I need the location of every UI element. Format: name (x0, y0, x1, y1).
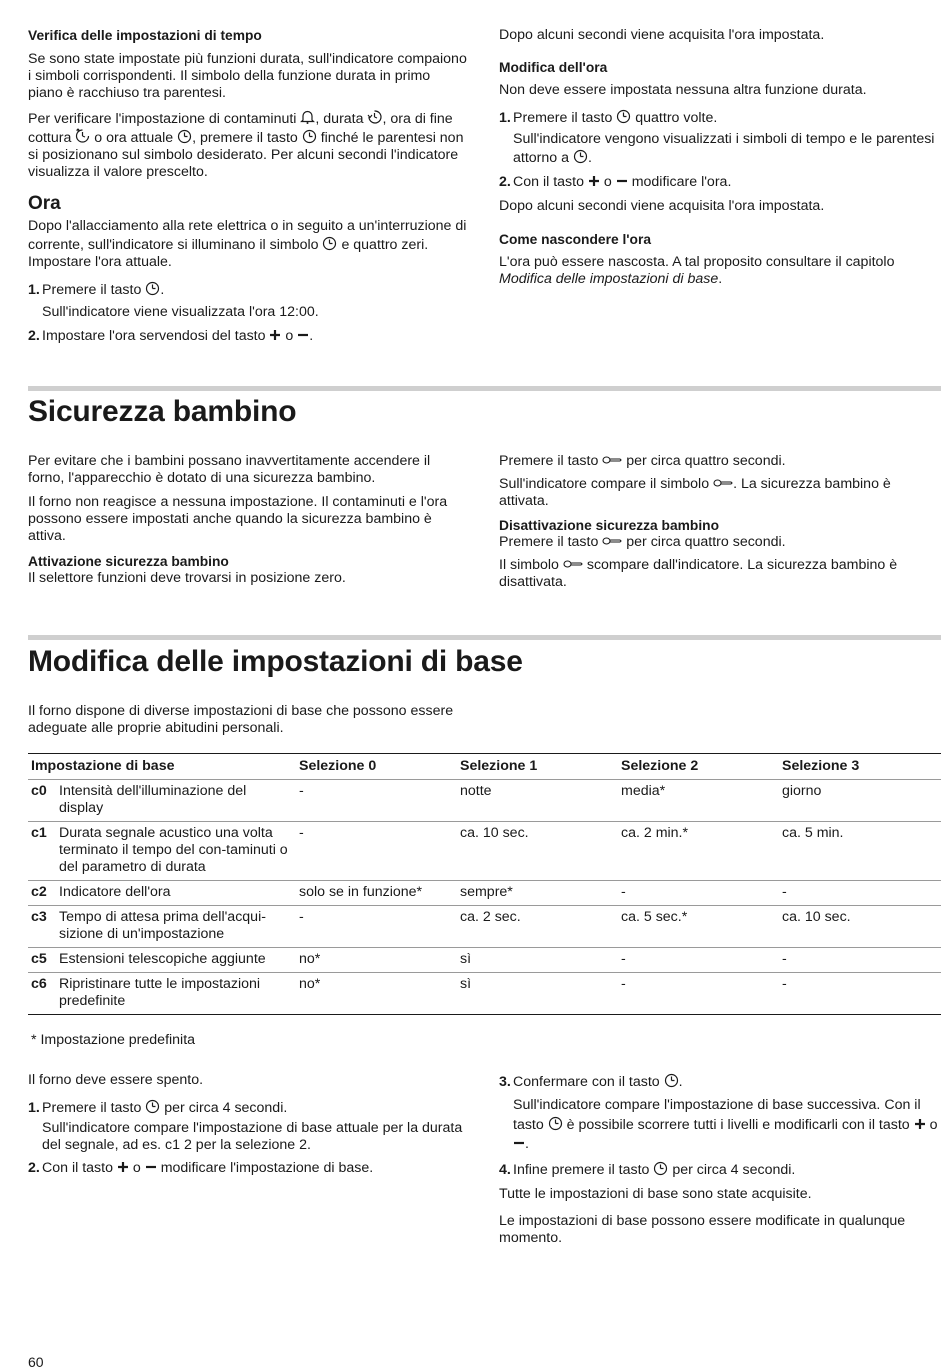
table-row (28, 881, 941, 906)
selection-cell: ca. 5 min. (782, 825, 844, 841)
selection-cell: ca. 2 sec. (460, 909, 521, 925)
base-step-4 (499, 1160, 941, 1179)
text: Sull'indicatore vengono visualizzati i simboli di tempo e le parentesi attorno a (513, 131, 935, 166)
setting-code: c2 (31, 884, 47, 900)
selection-cell: - (299, 783, 304, 799)
all-acquired-paragraph: Tutte le impostazioni di base sono state acquisite. (499, 1186, 812, 1202)
oven-off-paragraph: Il forno deve essere spento. (28, 1072, 204, 1088)
ora-step-1 (28, 280, 468, 299)
step-number: 1. (28, 1100, 40, 1116)
ora-step-2 (28, 328, 468, 345)
sicurezza-paragraph-2: Il forno non reagisce a nessuna impostazione. Il contaminuti e l'ora possono essere impostati anche quando la sicurezza bambino è attiva. (28, 494, 448, 544)
setting-cell (28, 906, 299, 948)
modifica-step-2 (499, 174, 941, 191)
acquired-paragraph-2: Dopo alcuni secondi viene acquisita l'ora impostata. (499, 198, 825, 214)
text: finché le parentesi non si posizionano sul simbolo desiderato. Per alcuni secondi l'indicatore visualizza il valore prescelto. (28, 130, 464, 180)
selection-cell: solo se in funzione* (299, 884, 423, 900)
sicurezza-left-column (28, 453, 468, 587)
column-header: Selezione 3 (782, 758, 860, 774)
column-header: Selezione 2 (621, 758, 699, 774)
text: Premere il tasto (42, 1100, 142, 1116)
sicurezza-right-paragraph-1 (499, 453, 941, 470)
selection-cell: - (782, 884, 787, 900)
setting-code: c1 (31, 825, 47, 841)
text: o (285, 328, 294, 344)
verify-paragraph-2 (28, 109, 468, 181)
selection-cell: ca. 10 sec. (782, 909, 851, 925)
text: per circa quattro secondi. (626, 453, 786, 469)
table-row (28, 906, 941, 948)
text: L'ora può essere nascosta. A tal proposito consultare il capitolo (499, 254, 895, 270)
sicurezza-right-paragraph-3 (499, 534, 941, 551)
clock-icon (548, 1115, 563, 1131)
right-top-column (499, 27, 941, 288)
setting-cell (28, 881, 299, 906)
plus-icon (914, 1117, 926, 1131)
sicurezza-paragraph-1: Per evitare che i bambini possano inavvertitamente accendere il forno, l'apparecchio è dotato di una sicurezza bambino. (28, 453, 431, 486)
end-time-icon (75, 128, 90, 144)
selection-cell: ca. 10 sec. (460, 825, 529, 841)
hide-heading: Come nascondere l'ora (499, 232, 652, 247)
setting-label: Tempo di attesa prima dell'acqui-sizione di un'impostazione (59, 909, 266, 942)
page-number: 60 (28, 1354, 44, 1370)
text: scompare dall'indicatore. La sicurezza bambino è disattivata. (499, 557, 898, 590)
text: modificare l'impostazione di base. (160, 1160, 374, 1176)
setting-cell (28, 822, 299, 881)
minus-icon (616, 174, 628, 188)
chapter-reference: Modifica delle impostazioni di base (499, 271, 719, 287)
key-icon (713, 476, 733, 490)
bell-icon (300, 109, 315, 125)
sicurezza-right-paragraph-4 (499, 557, 941, 591)
duration-icon (367, 109, 382, 125)
clock-icon (616, 108, 631, 124)
text: Il simbolo (499, 557, 559, 573)
table-row (28, 973, 941, 1015)
text: o (603, 174, 612, 190)
key-icon (563, 557, 583, 571)
plus-icon (588, 174, 600, 188)
settings-table (28, 753, 941, 1015)
text: Dopo l'allacciamento alla rete elettrica o in seguito a un'interruzione di corrente, sull'indicatore si illuminano il simbolo (28, 218, 467, 253)
step-number: 2. (28, 1160, 40, 1176)
clock-icon (653, 1160, 668, 1176)
minus-icon (145, 1160, 157, 1174)
ora-heading: Ora (28, 193, 61, 214)
table-row (28, 780, 941, 822)
text: Premere il tasto (513, 110, 613, 126)
text: Confermare con il tasto (513, 1074, 660, 1090)
base-step-3 (499, 1072, 941, 1091)
text: Sull'indicatore compare l'impostazione di base successiva. Con il tasto (513, 1097, 921, 1133)
modifica-step-1-sub (499, 131, 941, 167)
table-header-row (28, 754, 941, 780)
minus-icon (513, 1136, 525, 1150)
text: Impostare l'ora servendosi del tasto (42, 328, 266, 344)
sicurezza-title: Sicurezza bambino (28, 395, 297, 428)
setting-label: Ripristinare tutte le impostazioni predefinite (59, 976, 261, 1009)
section-rule (28, 635, 941, 640)
selection-cell: sì (460, 951, 472, 967)
text: Per verificare l'impostazione di contaminuti (28, 111, 297, 127)
clock-icon (573, 148, 588, 164)
setting-code: c6 (31, 976, 47, 992)
text: è possibile scorrere tutti i livelli e modificarli con il tasto (566, 1117, 910, 1133)
text: . (718, 271, 723, 287)
text: . (525, 1136, 529, 1152)
setting-label: Estensioni telescopiche aggiunte (59, 951, 266, 967)
selection-cell: - (621, 951, 626, 967)
impostazioni-intro: Il forno dispone di diverse impostazioni di base che possono essere adeguate alle proprie abitudini personali. (28, 703, 454, 736)
text: , durata (315, 111, 364, 127)
text: , ora di fine cottura (28, 111, 453, 146)
ora-paragraph (28, 218, 468, 271)
selection-cell: media* (621, 783, 666, 799)
step-number: 2. (499, 174, 511, 190)
text: . (309, 328, 314, 344)
base-step-1-sub: Sull'indicatore compare l'impostazione di base attuale per la durata del segnale, ad es. c1 2 per la selezione 2. (42, 1120, 463, 1153)
step-number: 4. (499, 1162, 511, 1178)
selection-cell: sì (460, 976, 472, 992)
selection-cell: ca. 5 sec.* (621, 909, 688, 925)
setting-label: Indicatore dell'ora (59, 884, 171, 900)
setting-code: c5 (31, 951, 47, 967)
acquired-paragraph: Dopo alcuni secondi viene acquisita l'ora impostata. (499, 27, 825, 43)
text: per circa 4 secondi. (672, 1162, 796, 1178)
text: quattro volte. (635, 110, 718, 126)
setting-code: c0 (31, 783, 47, 799)
column-header: Selezione 1 (460, 758, 538, 774)
step-number: 1. (499, 110, 511, 126)
text: Con il tasto (42, 1160, 113, 1176)
setting-label: Intensità dell'illuminazione del display (59, 783, 247, 816)
text: , premere il tasto (192, 130, 298, 146)
selection-cell: notte (460, 783, 492, 799)
text: e quattro zeri. Impostare l'ora attuale. (28, 237, 429, 270)
verify-paragraph-1: Se sono state impostate più funzioni durata, sull'indicatore compaiono i simboli corrispondenti. Il simbolo della funzione durata in primo piano è racchiuso tra parentesi. (28, 51, 467, 101)
table-footnote: * Impostazione predefinita (31, 1032, 196, 1048)
setting-cell (28, 973, 299, 1015)
sicurezza-right-column (499, 453, 941, 591)
text: o ora attuale (94, 130, 174, 146)
text: Infine premere il tasto (513, 1162, 650, 1178)
clock-icon (664, 1072, 679, 1088)
table-row (28, 948, 941, 973)
impostazioni-left-column (28, 1072, 468, 1177)
verify-heading: Verifica delle impostazioni di tempo (28, 28, 262, 43)
base-step-3-sub (499, 1096, 941, 1154)
selection-cell: no* (299, 976, 321, 992)
setting-code: c3 (31, 909, 47, 925)
text: . (678, 1074, 683, 1090)
clock-icon (145, 1098, 160, 1114)
selection-cell: - (782, 976, 787, 992)
base-step-2 (28, 1160, 468, 1177)
setting-cell (28, 780, 299, 822)
text: Sull'indicatore compare il simbolo (499, 476, 710, 492)
deactivate-heading: Disattivazione sicurezza bambino (499, 518, 720, 533)
selection-cell: - (299, 909, 304, 925)
activate-paragraph: Il selettore funzioni deve trovarsi in posizione zero. (28, 570, 346, 586)
step-number: 2. (28, 328, 40, 344)
text: . (160, 282, 165, 298)
text: per circa quattro secondi. (626, 534, 786, 550)
clock-icon (322, 235, 337, 251)
step-number: 1. (28, 282, 40, 298)
text: o (929, 1117, 938, 1133)
selection-cell: ca. 2 min.* (621, 825, 689, 841)
text: per circa 4 secondi. (164, 1100, 288, 1116)
text: . (587, 150, 592, 166)
selection-cell: - (621, 976, 626, 992)
column-header: Selezione 0 (299, 758, 377, 774)
plus-icon (117, 1160, 129, 1174)
setting-cell (28, 948, 299, 973)
base-step-1 (28, 1098, 468, 1117)
modifica-step-1 (499, 108, 941, 127)
anytime-paragraph: Le impostazioni di base possono essere modificate in qualunque momento. (499, 1213, 906, 1246)
selection-cell: no* (299, 951, 321, 967)
clock-icon (302, 128, 317, 144)
selection-cell: sempre* (460, 884, 513, 900)
column-header: Impostazione di base (31, 758, 175, 774)
minus-icon (297, 328, 309, 342)
sicurezza-right-paragraph-2 (499, 476, 941, 510)
clock-icon (145, 280, 160, 296)
key-icon (602, 453, 622, 467)
setting-label: Durata segnale acustico una volta terminato il tempo del con-taminuti o del parametro di durata (59, 825, 288, 875)
hide-paragraph (499, 254, 941, 288)
step-number: 3. (499, 1074, 511, 1090)
plus-icon (269, 328, 281, 342)
modifica-ora-paragraph: Non deve essere impostata nessuna altra funzione durata. (499, 82, 867, 98)
key-icon (602, 534, 622, 548)
clock-icon (177, 128, 192, 144)
section-rule (28, 386, 941, 391)
impostazioni-title: Modifica delle impostazioni di base (28, 645, 523, 678)
text: Premere il tasto (499, 534, 599, 550)
impostazioni-right-column (499, 1072, 941, 1247)
selection-cell: giorno (782, 783, 822, 799)
activate-heading: Attivazione sicurezza bambino (28, 554, 229, 569)
modifica-ora-heading: Modifica dell'ora (499, 60, 608, 75)
text: modificare l'ora. (631, 174, 732, 190)
left-top-column (28, 27, 468, 345)
text: Premere il tasto (499, 453, 599, 469)
text: Premere il tasto (42, 282, 142, 298)
selection-cell: - (782, 951, 787, 967)
text: . La sicurezza bambino è attivata. (499, 476, 891, 509)
text: o (132, 1160, 141, 1176)
ora-step-1-sub: Sull'indicatore viene visualizzata l'ora 12:00. (42, 304, 319, 320)
selection-cell: - (621, 884, 626, 900)
text: Con il tasto (513, 174, 584, 190)
table-row (28, 822, 941, 881)
selection-cell: - (299, 825, 304, 841)
